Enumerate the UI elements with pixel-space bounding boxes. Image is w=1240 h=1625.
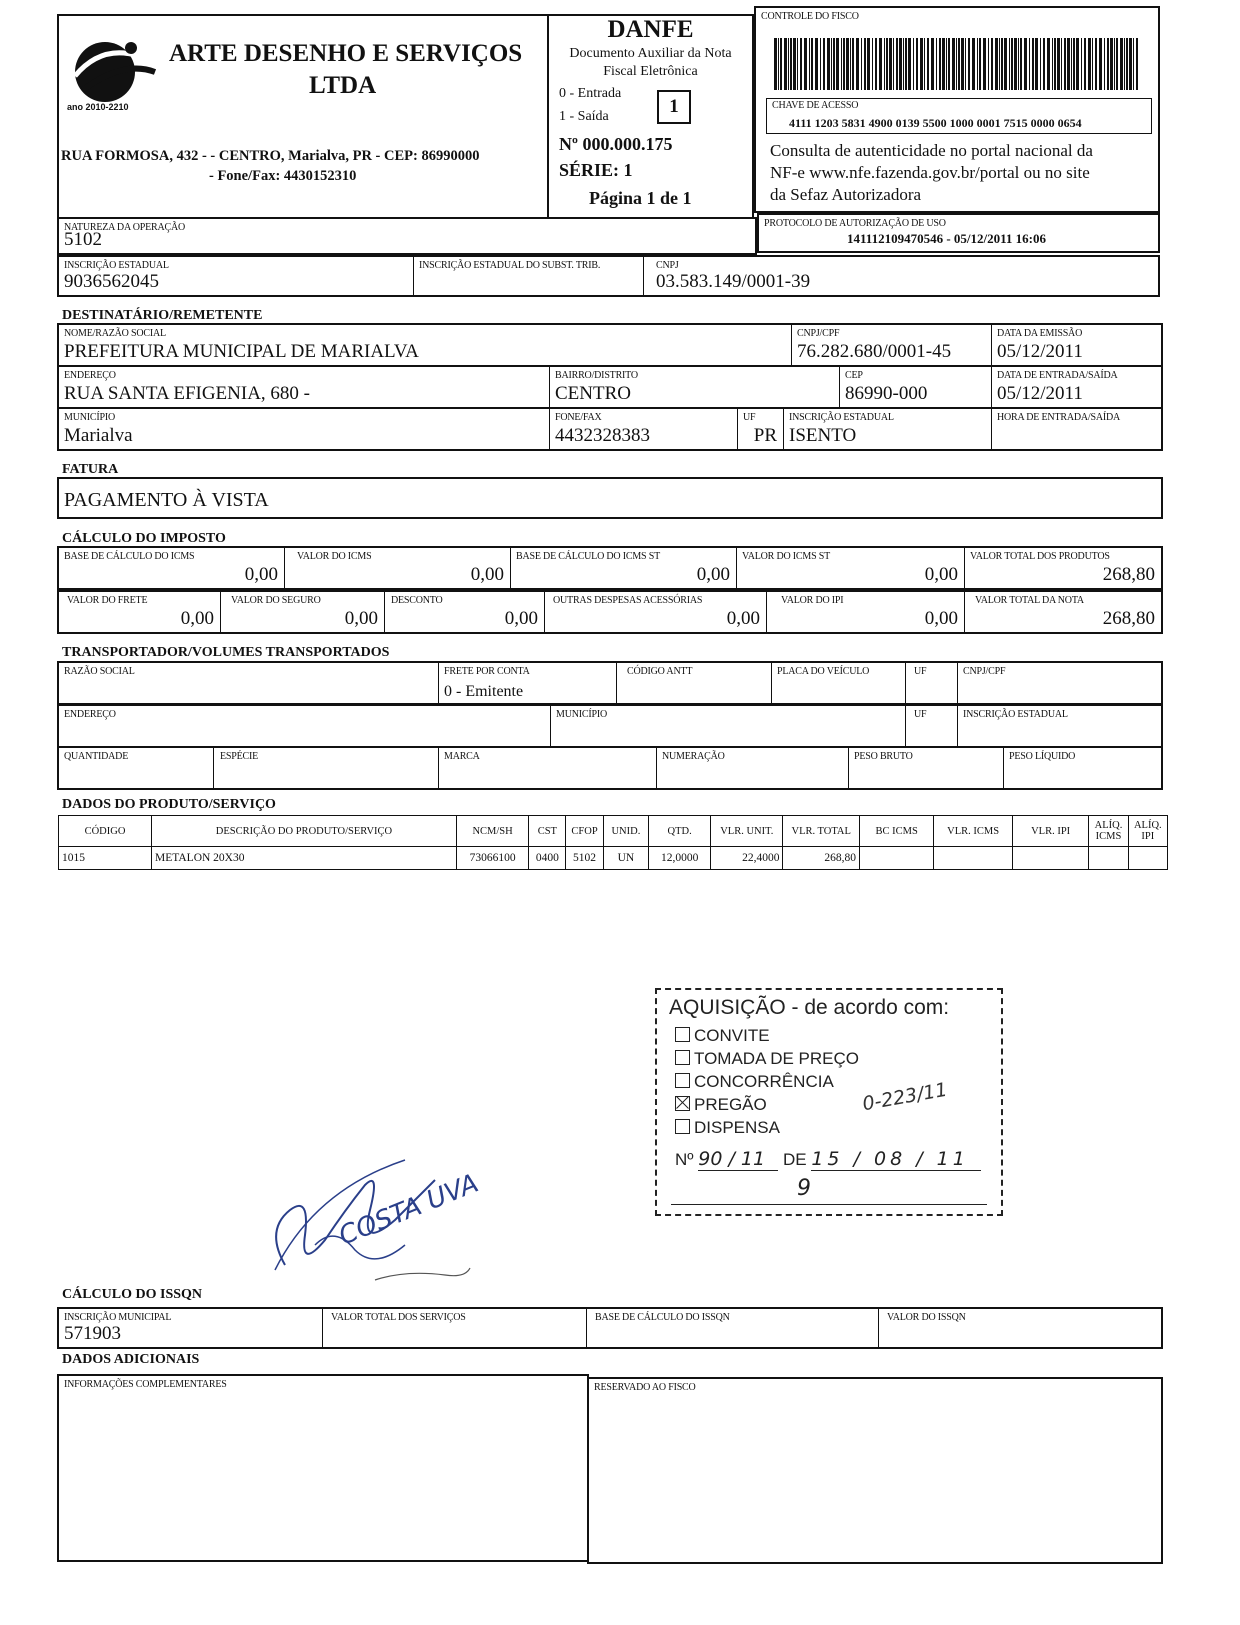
cnpj-cell <box>644 257 1158 295</box>
stamp-number-line <box>675 1148 981 1171</box>
issqn-im-value: 571903 <box>64 1323 121 1344</box>
transp-frete-cell <box>439 663 617 703</box>
table-cell: 1015 <box>59 847 152 870</box>
danfe-title: DANFE <box>607 16 694 43</box>
seguro-cell <box>221 592 385 632</box>
table-cell: 12,0000 <box>649 847 711 870</box>
bc-st-cell <box>511 548 737 588</box>
products-table <box>58 815 1168 870</box>
dest-cep-cell <box>840 367 992 407</box>
stamp-de: DE <box>782 1150 807 1169</box>
total-nota-value: 268,80 <box>1102 608 1155 629</box>
table-cell: METALON 20X30 <box>152 847 457 870</box>
icms-st-cell <box>737 548 965 588</box>
dest-emissao-value: 05/12/2011 <box>997 341 1083 362</box>
imposto-section-title: CÁLCULO DO IMPOSTO <box>62 531 226 546</box>
table-cell <box>934 847 1013 870</box>
ipi-cell <box>767 592 965 632</box>
transp-uf-cell <box>906 663 958 703</box>
controle-fisco-label: CONTROLE DO FISCO <box>761 11 859 22</box>
dest-row2 <box>57 365 1163 409</box>
dest-municipio-cell <box>59 409 550 449</box>
transp-liquido-cell <box>1004 748 1161 788</box>
table-cell: 22,4000 <box>711 847 783 870</box>
dest-cnpj-value: 76.282.680/0001-45 <box>797 341 952 362</box>
dest-cnpj-cell <box>792 325 992 365</box>
stamp-number-prefix: Nº <box>675 1150 694 1169</box>
outras-label: OUTRAS DESPESAS ACESSÓRIAS <box>553 595 703 606</box>
chave-label: CHAVE DE ACESSO <box>772 100 859 111</box>
danfe-pagina: Página 1 de 1 <box>589 188 692 208</box>
transp-ie-label: INSCRIÇÃO ESTADUAL <box>963 709 1068 720</box>
frete-cell <box>59 592 221 632</box>
table-row <box>59 847 1168 870</box>
ie-st-label: INSCRIÇÃO ESTADUAL DO SUBST. TRIB. <box>419 260 601 271</box>
transp-razao-label: RAZÃO SOCIAL <box>64 666 135 677</box>
transp-frete-label: FRETE POR CONTA <box>444 666 530 677</box>
transp-antt-label: CÓDIGO ANTT <box>627 666 693 677</box>
danfe-serie: SÉRIE: 1 <box>559 160 633 180</box>
dest-entrada-cell <box>992 367 1161 407</box>
reservado-fisco-label: RESERVADO AO FISCO <box>594 1382 696 1393</box>
danfe-box <box>549 14 754 219</box>
issqn-base-cell <box>587 1309 879 1347</box>
dest-entrada-value: 05/12/2011 <box>997 383 1083 404</box>
aquisicao-stamp <box>655 988 1003 1216</box>
issqn-valor-label: VALOR DO ISSQN <box>887 1312 966 1323</box>
desconto-cell <box>385 592 545 632</box>
icms-value: 0,00 <box>470 564 504 585</box>
transp-marca-cell <box>439 748 657 788</box>
dest-nome-value: PREFEITURA MUNICIPAL DE MARIALVA <box>64 341 419 362</box>
cnpj-label: CNPJ <box>656 260 679 271</box>
bc-icms-label: BASE DE CÁLCULO DO ICMS <box>64 551 195 562</box>
dest-bairro-value: CENTRO <box>555 383 631 404</box>
dest-municipio-value: Marialva <box>64 425 133 446</box>
products-header-cell: CÓDIGO <box>59 816 152 847</box>
issqn-servicos-label: VALOR TOTAL DOS SERVIÇOS <box>331 1312 466 1323</box>
dest-endereco-label: ENDEREÇO <box>64 370 116 381</box>
produtos-section-title: DADOS DO PRODUTO/SERVIÇO <box>62 797 276 812</box>
seguro-value: 0,00 <box>344 608 378 629</box>
transp-uf2-label: UF <box>914 709 927 720</box>
icms-cell <box>285 548 511 588</box>
dest-nome-cell <box>59 325 792 365</box>
logo-year: ano 2010-2210 <box>67 102 129 112</box>
outras-cell <box>545 592 767 632</box>
issqn-im-label: INSCRIÇÃO MUNICIPAL <box>64 1312 172 1323</box>
transp-placa-cell <box>772 663 906 703</box>
issqn-im-cell <box>59 1309 323 1347</box>
checkbox-icon <box>675 1119 690 1134</box>
transp-antt-cell <box>617 663 772 703</box>
transp-qtd-label: QUANTIDADE <box>64 751 129 762</box>
consulta-line1: Consulta de autenticidade no portal nacional da <box>770 141 1093 160</box>
transp-uf-label: UF <box>914 666 927 677</box>
table-cell: UN <box>603 847 648 870</box>
products-header-cell: ALÍQ. ICMS <box>1089 816 1128 847</box>
issqn-section-title: CÁLCULO DO ISSQN <box>62 1287 203 1302</box>
stamp-option-tomada: TOMADA DE PREÇO <box>675 1049 859 1069</box>
transp-ie-cell <box>958 706 1161 746</box>
adicionais-section-title: DADOS ADICIONAIS <box>62 1352 200 1367</box>
danfe-tipo: 1 <box>657 90 691 124</box>
chave-box <box>766 98 1152 134</box>
table-cell <box>1012 847 1088 870</box>
dest-municipio-label: MUNICÍPIO <box>64 412 115 423</box>
company-name-line2: LTDA <box>309 72 377 99</box>
transp-row3 <box>57 746 1163 790</box>
ie-cell <box>59 257 414 295</box>
danfe-subtitle2: Fiscal Eletrônica <box>603 64 698 79</box>
products-header-cell: QTD. <box>649 816 711 847</box>
issqn-valor-cell <box>879 1309 1161 1347</box>
transp-qtd-cell <box>59 748 214 788</box>
transp-row1 <box>57 661 1163 705</box>
transp-bruto-cell <box>849 748 1004 788</box>
products-header-cell: CST <box>529 816 566 847</box>
natureza-label: NATUREZA DA OPERAÇÃO <box>64 222 186 233</box>
company-logo-icon <box>63 30 163 110</box>
chave-value: 4111 1203 5831 4900 0139 5500 1000 0001 7515 0000 0654 <box>789 116 1082 130</box>
table-cell <box>859 847 933 870</box>
products-header-cell: UNID. <box>603 816 648 847</box>
dest-uf-value: PR <box>753 425 777 446</box>
stamp-number: 90 / 11 <box>698 1148 778 1171</box>
signature-name: COSTA UVA <box>334 1168 483 1252</box>
transp-municipio-label: MUNICÍPIO <box>556 709 607 720</box>
stamp-option-pregao: PREGÃO <box>675 1095 767 1115</box>
fatura-value: PAGAMENTO À VISTA <box>64 489 269 511</box>
stamp-option-dispensa: DISPENSA <box>675 1118 780 1138</box>
dest-row3 <box>57 407 1163 451</box>
transp-bruto-label: PESO BRUTO <box>854 751 913 762</box>
table-cell <box>1089 847 1128 870</box>
checkbox-icon <box>675 1073 690 1088</box>
ie-row <box>57 255 1160 297</box>
dest-uf-cell <box>738 409 784 449</box>
bc-st-label: BASE DE CÁLCULO DO ICMS ST <box>516 551 660 562</box>
imposto-row1 <box>57 546 1163 590</box>
total-nota-cell <box>965 592 1161 632</box>
company-address: RUA FORMOSA, 432 - - CENTRO, Marialva, PR - CEP: 86990000 <box>61 148 480 164</box>
total-nota-label: VALOR TOTAL DA NOTA <box>975 595 1084 606</box>
transp-cnpj-cell <box>958 663 1161 703</box>
ie-label: INSCRIÇÃO ESTADUAL <box>64 260 169 271</box>
icms-st-label: VALOR DO ICMS ST <box>742 551 831 562</box>
issqn-servicos-cell <box>323 1309 587 1347</box>
desconto-label: DESCONTO <box>391 595 443 606</box>
company-name-line1: ARTE DESENHO E SERVIÇOS <box>169 40 523 67</box>
emitente-box <box>57 14 549 219</box>
dest-ie-cell <box>784 409 992 449</box>
desconto-value: 0,00 <box>504 608 538 629</box>
products-header-cell: NCM/SH <box>456 816 528 847</box>
natureza-value: 5102 <box>64 229 102 250</box>
fisco-box <box>754 6 1160 213</box>
total-prod-label: VALOR TOTAL DOS PRODUTOS <box>970 551 1110 562</box>
stamp-option-convite: CONVITE <box>675 1026 770 1046</box>
products-header-cell: BC ICMS <box>859 816 933 847</box>
consulta-line3: da Sefaz Autorizadora <box>770 185 922 204</box>
stamp-option-concorrencia: CONCORRÊNCIA <box>675 1072 834 1092</box>
transp-uf2-cell <box>906 706 958 746</box>
fatura-section-title: FATURA <box>62 462 119 477</box>
transp-cnpj-label: CNPJ/CPF <box>963 666 1006 677</box>
transp-marca-label: MARCA <box>444 751 480 762</box>
stamp-mark: 9 <box>797 1176 811 1201</box>
checked-checkbox-icon <box>675 1096 690 1111</box>
dest-hora-label: HORA DE ENTRADA/SAÍDA <box>997 412 1121 423</box>
transp-placa-label: PLACA DO VEÍCULO <box>777 666 870 677</box>
transp-frete-value: 0 - Emitente <box>444 683 524 700</box>
products-header-cell: ALÍQ. IPI <box>1128 816 1167 847</box>
dest-hora-cell <box>992 409 1161 449</box>
dest-entrada-label: DATA DE ENTRADA/SAÍDA <box>997 370 1118 381</box>
products-header-cell: VLR. UNIT. <box>711 816 783 847</box>
info-complementares-label: INFORMAÇÕES COMPLEMENTARES <box>64 1379 227 1390</box>
dest-uf-label: UF <box>743 412 756 423</box>
transporte-section-title: TRANSPORTADOR/VOLUMES TRANSPORTADOS <box>62 645 390 660</box>
bc-st-value: 0,00 <box>696 564 730 585</box>
table-cell <box>1128 847 1167 870</box>
dest-cep-value: 86990-000 <box>845 383 928 404</box>
dest-ie-value: ISENTO <box>789 425 857 446</box>
reservado-fisco-box <box>587 1377 1163 1564</box>
total-prod-value: 268,80 <box>1102 564 1155 585</box>
company-phone: - Fone/Fax: 4430152310 <box>209 168 357 184</box>
imposto-row2 <box>57 590 1163 634</box>
stamp-handwritten-ref: 0-223/11 <box>860 1078 950 1116</box>
table-cell: 0400 <box>529 847 566 870</box>
transp-especie-label: ESPÉCIE <box>220 751 259 762</box>
info-complementares-box <box>57 1374 589 1562</box>
dest-cep-label: CEP <box>845 370 863 381</box>
ie-value: 9036562045 <box>64 271 159 292</box>
products-header-cell: VLR. TOTAL <box>783 816 859 847</box>
transp-municipio-cell <box>551 706 906 746</box>
dest-endereco-cell <box>59 367 550 407</box>
dest-fone-cell <box>550 409 738 449</box>
issqn-base-label: BASE DE CÁLCULO DO ISSQN <box>595 1312 730 1323</box>
dest-ie-label: INSCRIÇÃO ESTADUAL <box>789 412 894 423</box>
protocolo-label: PROTOCOLO DE AUTORIZAÇÃO DE USO <box>764 218 946 229</box>
dest-fone-value: 4432328383 <box>555 425 650 446</box>
products-header-row <box>59 816 1168 847</box>
checkbox-icon <box>675 1027 690 1042</box>
stamp-date: 15 / 08 / 11 <box>811 1148 981 1171</box>
products-header-cell: VLR. ICMS <box>934 816 1013 847</box>
bc-icms-value: 0,00 <box>244 564 278 585</box>
dest-row1 <box>57 323 1163 367</box>
dest-nome-label: NOME/RAZÃO SOCIAL <box>64 328 166 339</box>
stamp-title: AQUISIÇÃO - de acordo com: <box>669 996 950 1019</box>
frete-value: 0,00 <box>180 608 214 629</box>
dest-bairro-cell <box>550 367 840 407</box>
total-prod-cell <box>965 548 1161 588</box>
transp-numeracao-label: NUMERAÇÃO <box>662 751 725 762</box>
dest-fone-label: FONE/FAX <box>555 412 602 423</box>
transp-liquido-label: PESO LÍQUIDO <box>1009 751 1076 762</box>
transp-endereco-cell <box>59 706 551 746</box>
transp-especie-cell <box>214 748 439 788</box>
table-cell: 268,80 <box>783 847 859 870</box>
dest-emissao-cell <box>992 325 1161 365</box>
icms-st-value: 0,00 <box>924 564 958 585</box>
issqn-row <box>57 1307 1163 1349</box>
danfe-saida: 1 - Saída <box>559 109 609 124</box>
transp-row2 <box>57 704 1163 748</box>
transp-razao-cell <box>59 663 439 703</box>
ipi-label: VALOR DO IPI <box>781 595 844 606</box>
frete-label: VALOR DO FRETE <box>67 595 148 606</box>
natureza-box <box>57 217 757 255</box>
cnpj-value: 03.583.149/0001-39 <box>656 271 811 292</box>
consulta-line2: NF-e www.nfe.fazenda.gov.br/portal ou no site <box>770 163 1090 182</box>
transp-numeracao-cell <box>657 748 849 788</box>
dest-bairro-label: BAIRRO/DISTRITO <box>555 370 638 381</box>
dest-endereco-value: RUA SANTA EFIGENIA, 680 - <box>64 383 311 404</box>
barcode-icon <box>774 38 1140 90</box>
destinatario-section-title: DESTINATÁRIO/REMETENTE <box>62 308 263 323</box>
checkbox-icon <box>675 1050 690 1065</box>
ipi-value: 0,00 <box>924 608 958 629</box>
danfe-entrada: 0 - Entrada <box>559 86 622 101</box>
products-header-cell: DESCRIÇÃO DO PRODUTO/SERVIÇO <box>152 816 457 847</box>
dest-emissao-label: DATA DA EMISSÃO <box>997 328 1083 339</box>
products-header-cell: CFOP <box>566 816 603 847</box>
danfe-subtitle1: Documento Auxiliar da Nota <box>569 46 732 61</box>
icms-label: VALOR DO ICMS <box>297 551 372 562</box>
protocolo-box <box>757 213 1160 253</box>
protocolo-value: 141112109470546 - 05/12/2011 16:06 <box>847 231 1046 246</box>
ie-st-cell <box>414 257 644 295</box>
products-header-cell: VLR. IPI <box>1012 816 1088 847</box>
bc-icms-cell <box>59 548 285 588</box>
danfe-numero: Nº 000.000.175 <box>559 134 673 154</box>
fatura-box <box>57 477 1163 519</box>
seguro-label: VALOR DO SEGURO <box>231 595 321 606</box>
table-cell: 73066100 <box>456 847 528 870</box>
outras-value: 0,00 <box>726 608 760 629</box>
dest-cnpj-label: CNPJ/CPF <box>797 328 840 339</box>
table-cell: 5102 <box>566 847 603 870</box>
transp-endereco-label: ENDEREÇO <box>64 709 116 720</box>
